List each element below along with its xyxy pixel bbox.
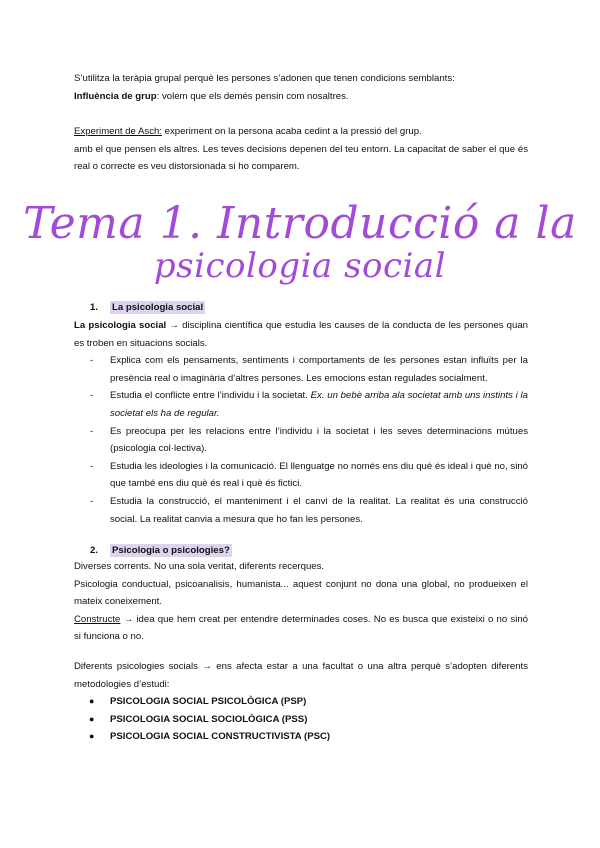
psicologies-list	[74, 693, 528, 746]
section-2-heading	[90, 544, 232, 558]
psicologies-paragraph-block	[74, 658, 528, 746]
influencia-paragraph	[74, 88, 528, 106]
page-title-line-1: Tema 1. Introducció a la	[23, 198, 577, 249]
section-1-heading	[90, 301, 205, 315]
influencia-term: Influència de grup	[74, 90, 157, 102]
dash-marker: -	[90, 460, 94, 472]
asch-text: experiment on la persona acaba cedint a la pressió del grup.	[162, 126, 422, 137]
section-1-title: La psicologia social	[112, 302, 204, 313]
list-item-text: PSICOLOGIA SOCIAL PSICOLÒGICA (PSP)	[110, 696, 307, 708]
list-item-example: Ex. un bebè arriba ala societat amb uns instints i la societat els ha de regular.	[110, 390, 529, 419]
definition-term: La psicologia social	[74, 320, 167, 331]
intro-section	[74, 70, 528, 105]
list-item	[74, 352, 528, 387]
bullet-icon: ●	[89, 713, 95, 724]
asch-section	[74, 123, 528, 176]
dash-marker: -	[90, 390, 94, 402]
asch-paragraph-2: amb el que pensen els altres. Les teves decisions depenen del teu entorn. La capacitat de saber el que és real o correcte es veu distorsionada si ho comparem.	[74, 143, 528, 173]
dash-marker: -	[90, 355, 94, 367]
list-item-text: PSICOLOGIA SOCIAL SOCIOLÒGICA (PSS)	[110, 713, 308, 725]
list-item	[74, 493, 528, 528]
psicologies-paragraph: Diferents psicologies socials → ens afecta estar a una facultat o una altra perquè s’adopten diferents metodologies d’estudi:	[74, 661, 528, 690]
intro-line: S’utilitza la teràpia grupal perquè les persones s’adonen que tenen condicions semblants:	[74, 73, 455, 84]
constructe-term: Constructe	[74, 613, 121, 625]
section-1-list	[74, 352, 528, 528]
constructe-text: → idea que hem creat per entendre determinades coses. No es busca que existeixi o no sinó si funciona o no.	[74, 613, 528, 643]
list-item	[74, 693, 528, 711]
list-item	[74, 458, 528, 493]
list-item-text: Es preocupa per les relacions entre l’individu i la societat i les seves determinacions mútues (psicologia col·lectiva).	[110, 425, 528, 455]
section-1-body	[74, 317, 528, 528]
list-item-text: Estudia el conflicte entre l’individu i la societat.	[110, 390, 311, 402]
section-1-number: 1.	[90, 302, 99, 313]
section-2-body	[74, 558, 528, 646]
asch-term: Experiment de Asch:	[74, 126, 162, 137]
list-item-text: PSICOLOGIA SOCIAL CONSTRUCTIVISTA (PSC)	[110, 731, 331, 743]
list-item	[74, 423, 528, 458]
page-title-line-2: psicologia social	[153, 246, 447, 286]
asch-paragraph	[74, 123, 528, 141]
bullet-icon: ●	[89, 731, 95, 742]
influencia-text: : volem que els demés pensin com nosaltres.	[156, 90, 349, 102]
definition-text: → disciplina científica que estudia les causes de la conducta de les persones quan es troben en situacions socials.	[74, 320, 529, 349]
list-item	[74, 711, 528, 729]
section-2-title: Psicologia o psicologies?	[112, 545, 230, 556]
list-item	[74, 387, 528, 422]
section-2-paragraph: Diverses corrents. No una sola veritat, diferents recerques.	[74, 561, 325, 572]
dash-marker: -	[90, 425, 94, 437]
dash-marker: -	[90, 495, 94, 507]
list-item	[74, 728, 528, 746]
section-2-number: 2.	[90, 545, 99, 556]
definition-paragraph	[74, 317, 528, 352]
list-item-text: Estudia les ideologies i la comunicació. El llenguatge no només ens diu què és ideal i què no, sinó que també ens diu què és real i què és fictici.	[110, 460, 528, 490]
list-item-text: Explica com els pensaments, sentiments i comportaments de les persones estan influïts per la presència real o imaginària d’altres persones. Les emocions estan regulades socialment.	[110, 355, 528, 384]
bullet-icon: ●	[89, 696, 95, 707]
constructe-paragraph	[74, 611, 528, 646]
list-item-text: Estudia la construcció, el manteniment i el canvi de la realitat. La realitat és una construcció social. La realitat canvia a mesura que ho fan les persones.	[110, 495, 528, 525]
section-2-paragraph: Psicologia conductual, psicoanalisis, humanista... aquest conjunt no dona una global, no produeixen el mateix coneixement.	[74, 578, 528, 608]
